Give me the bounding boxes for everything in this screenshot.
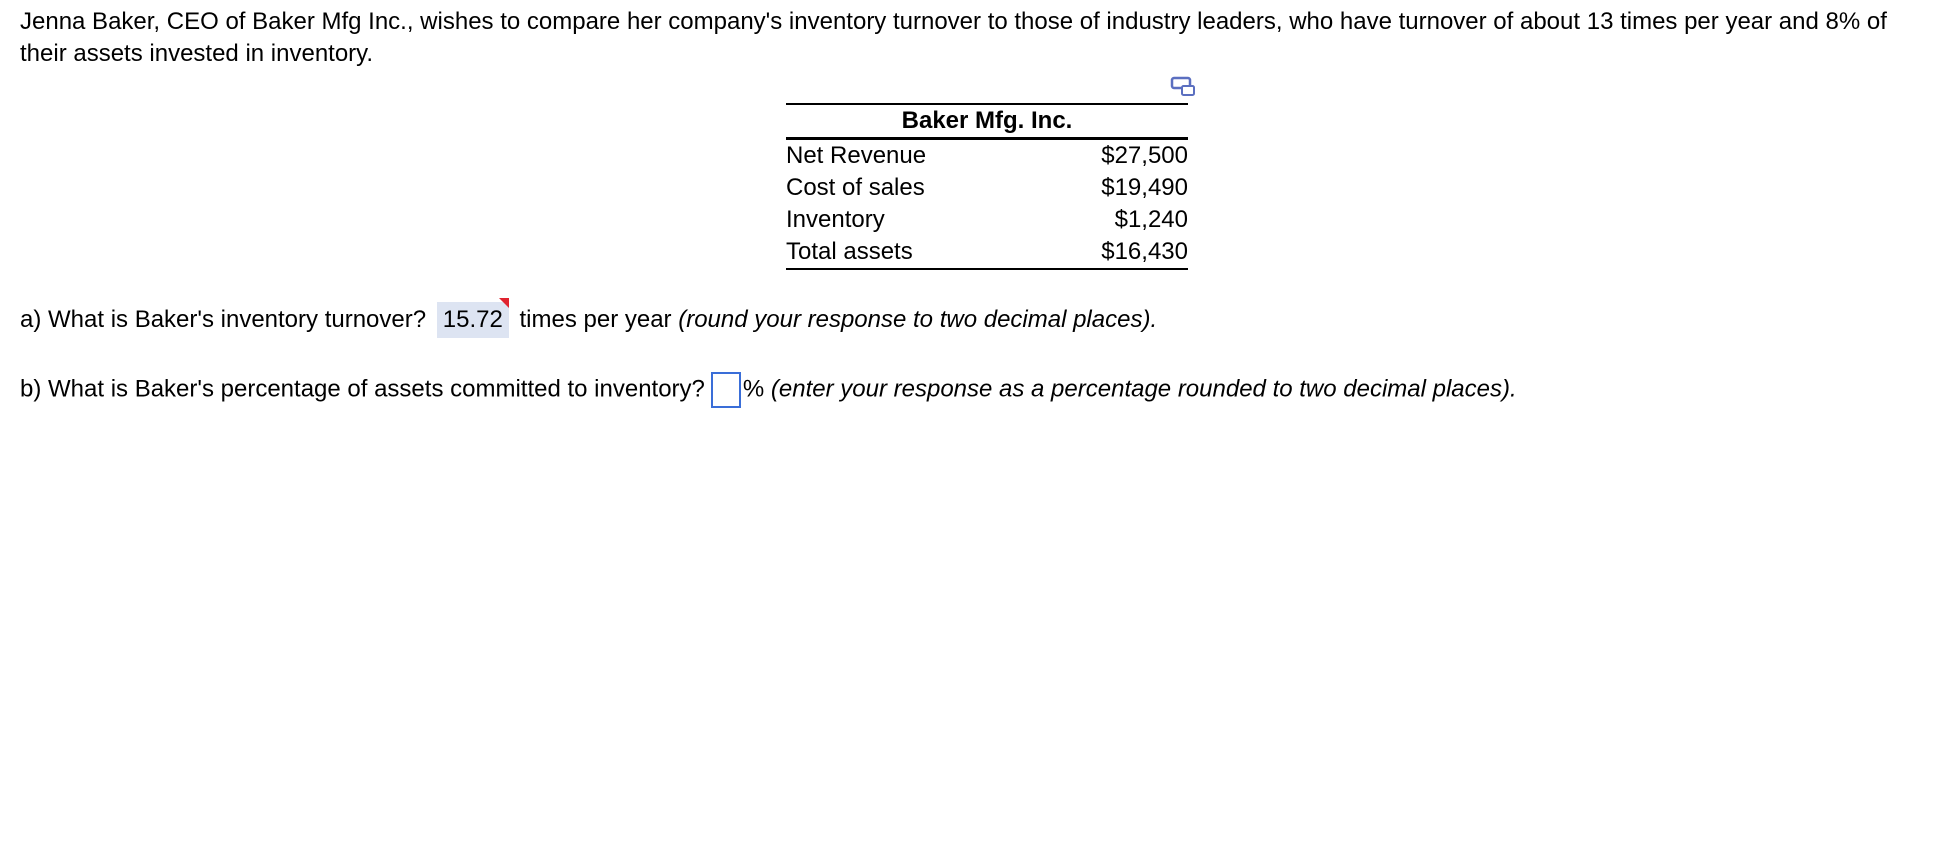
question-a: [20, 302, 1157, 338]
table-title: Baker Mfg. Inc.: [786, 104, 1188, 139]
table-row: [786, 172, 1188, 204]
row-label: Cost of sales: [786, 174, 925, 201]
question-b-hint: (enter your response as a percentage rounded to two decimal places).: [770, 375, 1517, 403]
table-row: [786, 236, 1188, 269]
financial-table-container: [786, 103, 1188, 270]
row-value: $19,490: [1101, 174, 1188, 201]
row-value: $16,430: [1101, 238, 1188, 265]
turnover-answer-value: 15.72: [442, 306, 503, 333]
table-row: [786, 139, 1188, 173]
question-b: [20, 372, 1517, 408]
percentage-answer-input[interactable]: [711, 372, 741, 408]
row-value: $1,240: [1114, 206, 1188, 233]
percent-unit: %: [742, 375, 765, 403]
row-label: Net Revenue: [786, 142, 927, 169]
question-a-hint: (round your response to two decimal places).: [678, 306, 1158, 333]
question-a-suffix: times per year: [519, 306, 672, 333]
question-b-prefix: b) What is Baker's percentage of assets committed to inventory?: [20, 375, 705, 403]
turnover-answer-field[interactable]: [437, 302, 509, 338]
incorrect-flag-icon: [499, 298, 509, 308]
question-a-prefix: a) What is Baker's inventory turnover?: [20, 306, 427, 333]
row-label: Inventory: [786, 206, 885, 233]
row-label: Total assets: [786, 238, 913, 265]
problem-statement: Jenna Baker, CEO of Baker Mfg Inc., wishes to compare her company's inventory turnover to those of industry leaders, who have turnover of about 13 times per year and 8% of their assets invested in inventory.: [20, 8, 1887, 67]
financial-table: [786, 103, 1188, 270]
table-row: [786, 204, 1188, 236]
row-value: $27,500: [1101, 142, 1188, 169]
expand-table-icon[interactable]: [1170, 76, 1196, 98]
